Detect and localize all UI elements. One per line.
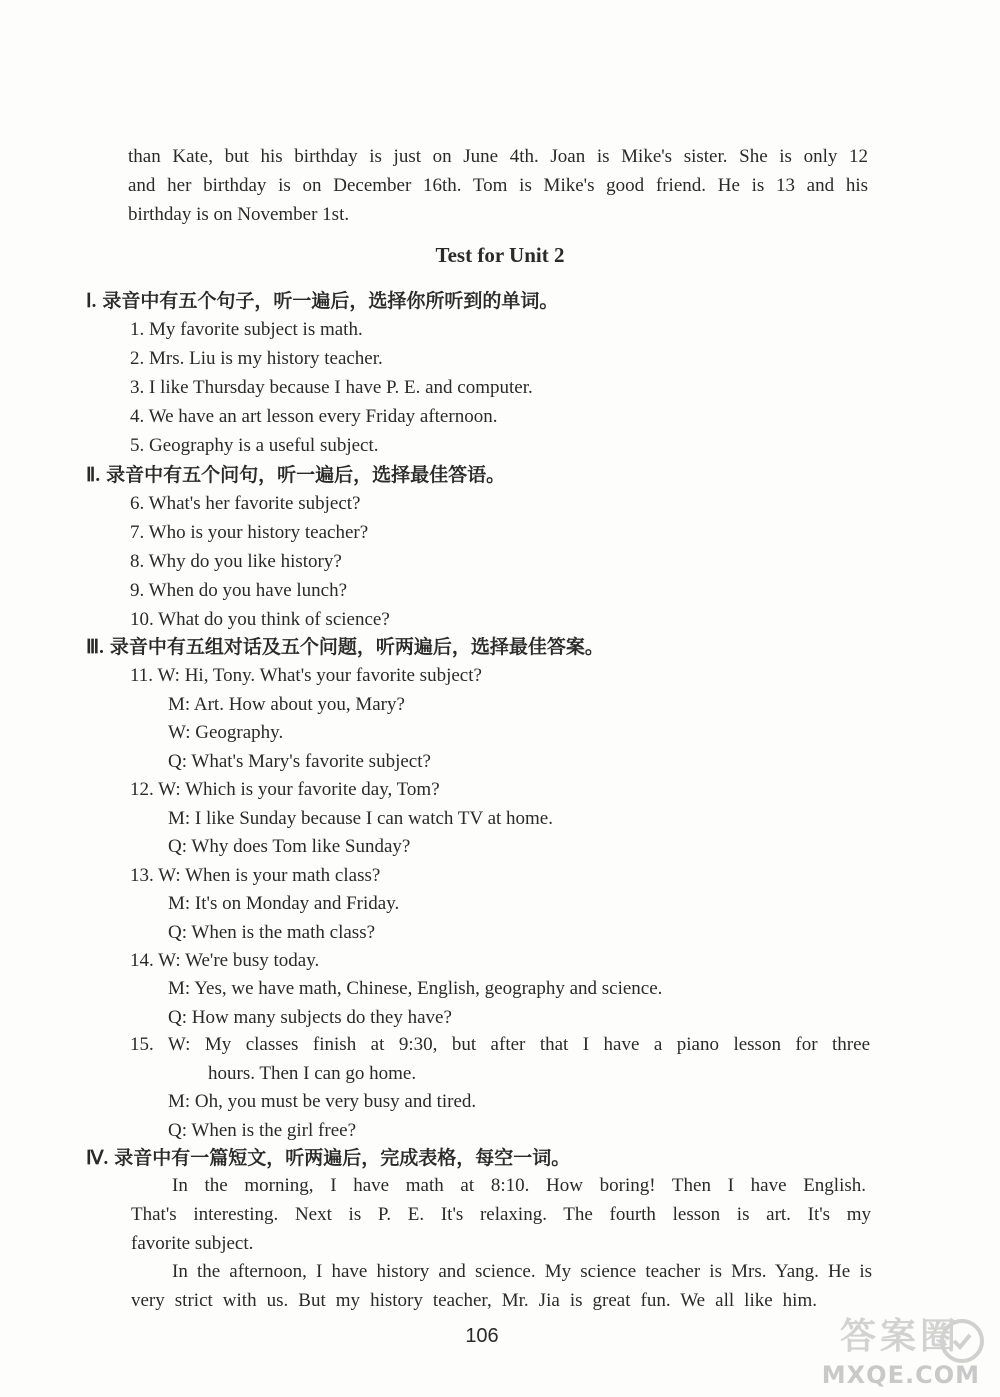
watermark-cn: 答案圈 [839, 1316, 960, 1357]
dialogue-15-line-1-cont: hours. Then I can go home. [208, 1063, 417, 1084]
section-2-text: 录音中有五个问句，听一遍后，选择最佳答语。 [106, 464, 506, 486]
section-4-heading [86, 1145, 570, 1172]
dialogue-11-line-3: W: Geography. [168, 722, 284, 743]
page-number: 106 [465, 1325, 499, 1347]
section-4-number: Ⅳ. [86, 1148, 109, 1169]
dialogue-12-line-2: M: I like Sunday because I can watch TV at home. [168, 808, 553, 829]
question-7: 7. Who is your history teacher? [130, 522, 369, 543]
intro-line-2: and her birthday is on December 16th. Tom is Mike's good friend. He is 13 and his [128, 175, 868, 196]
section-3-text: 录音中有五组对话及五个问题，听两遍后，选择最佳答案。 [109, 636, 604, 658]
section-3-number: Ⅲ. [86, 637, 104, 658]
passage-line-4: In the afternoon, I have history and science. My science teacher is Mrs. Yang. He is [172, 1261, 872, 1282]
sentence-2: 2. Mrs. Liu is my history teacher. [130, 348, 383, 369]
passage-line-3: favorite subject. [131, 1233, 254, 1254]
section-2-heading [86, 462, 505, 489]
dialogue-12-line-1: 12. W: Which is your favorite day, Tom? [130, 779, 440, 800]
watermark-url: MXQE.COM [821, 1361, 980, 1389]
intro-line-3: birthday is on November 1st. [128, 204, 350, 225]
passage-line-2: That's interesting. Next is P. E. It's relaxing. The fourth lesson is art. It's my [131, 1204, 871, 1225]
dialogue-15-line-2: M: Oh, you must be very busy and tired. [168, 1091, 477, 1112]
question-10: 10. What do you think of science? [130, 609, 390, 630]
dialogue-14-line-1: 14. W: We're busy today. [130, 950, 320, 971]
dialogue-15-line-1: 15. W: My classes finish at 9:30, but after that I have a piano lesson for three [130, 1034, 870, 1055]
question-8: 8. Why do you like history? [130, 551, 342, 572]
dialogue-13-line-1: 13. W: When is your math class? [130, 865, 381, 886]
dialogue-14-line-2: M: Yes, we have math, Chinese, English, geography and science. [168, 978, 663, 999]
dialogue-11-line-2: M: Art. How about you, Mary? [168, 694, 405, 715]
passage-line-5: very strict with us. But my history teacher, Mr. Jia is great fun. We all like him. [131, 1290, 817, 1311]
section-1-text: 录音中有五个句子，听一遍后，选择你所听到的单词。 [102, 290, 559, 312]
intro-line-1: than Kate, but his birthday is just on June 4th. Joan is Mike's sister. She is only 12 [128, 146, 868, 167]
section-2-number: Ⅱ. [86, 465, 101, 486]
page-title: Test for Unit 2 [435, 243, 565, 267]
dialogue-13-line-2: M: It's on Monday and Friday. [168, 893, 400, 914]
dialogue-15-question: Q: When is the girl free? [168, 1120, 356, 1141]
section-3-heading [86, 634, 604, 661]
dialogue-11-line-1: 11. W: Hi, Tony. What's your favorite subject? [130, 665, 482, 686]
dialogue-13-question: Q: When is the math class? [168, 922, 376, 943]
question-9: 9. When do you have lunch? [130, 580, 348, 601]
sentence-1: 1. My favorite subject is math. [130, 319, 363, 340]
passage-line-1: In the morning, I have math at 8:10. How boring! Then I have English. [172, 1175, 866, 1196]
sentence-5: 5. Geography is a useful subject. [130, 435, 379, 456]
section-1-heading [86, 288, 558, 315]
sentence-4: 4. We have an art lesson every Friday afternoon. [130, 406, 498, 427]
sentence-3: 3. I like Thursday because I have P. E. and computer. [130, 377, 533, 398]
question-6: 6. What's her favorite subject? [130, 493, 361, 514]
section-4-text: 录音中有一篇短文，听两遍后，完成表格，每空一词。 [114, 1147, 571, 1169]
section-1-number: Ⅰ. [86, 291, 97, 312]
dialogue-14-question: Q: How many subjects do they have? [168, 1007, 452, 1028]
dialogue-11-question: Q: What's Mary's favorite subject? [168, 751, 431, 772]
dialogue-12-question: Q: Why does Tom like Sunday? [168, 836, 411, 857]
